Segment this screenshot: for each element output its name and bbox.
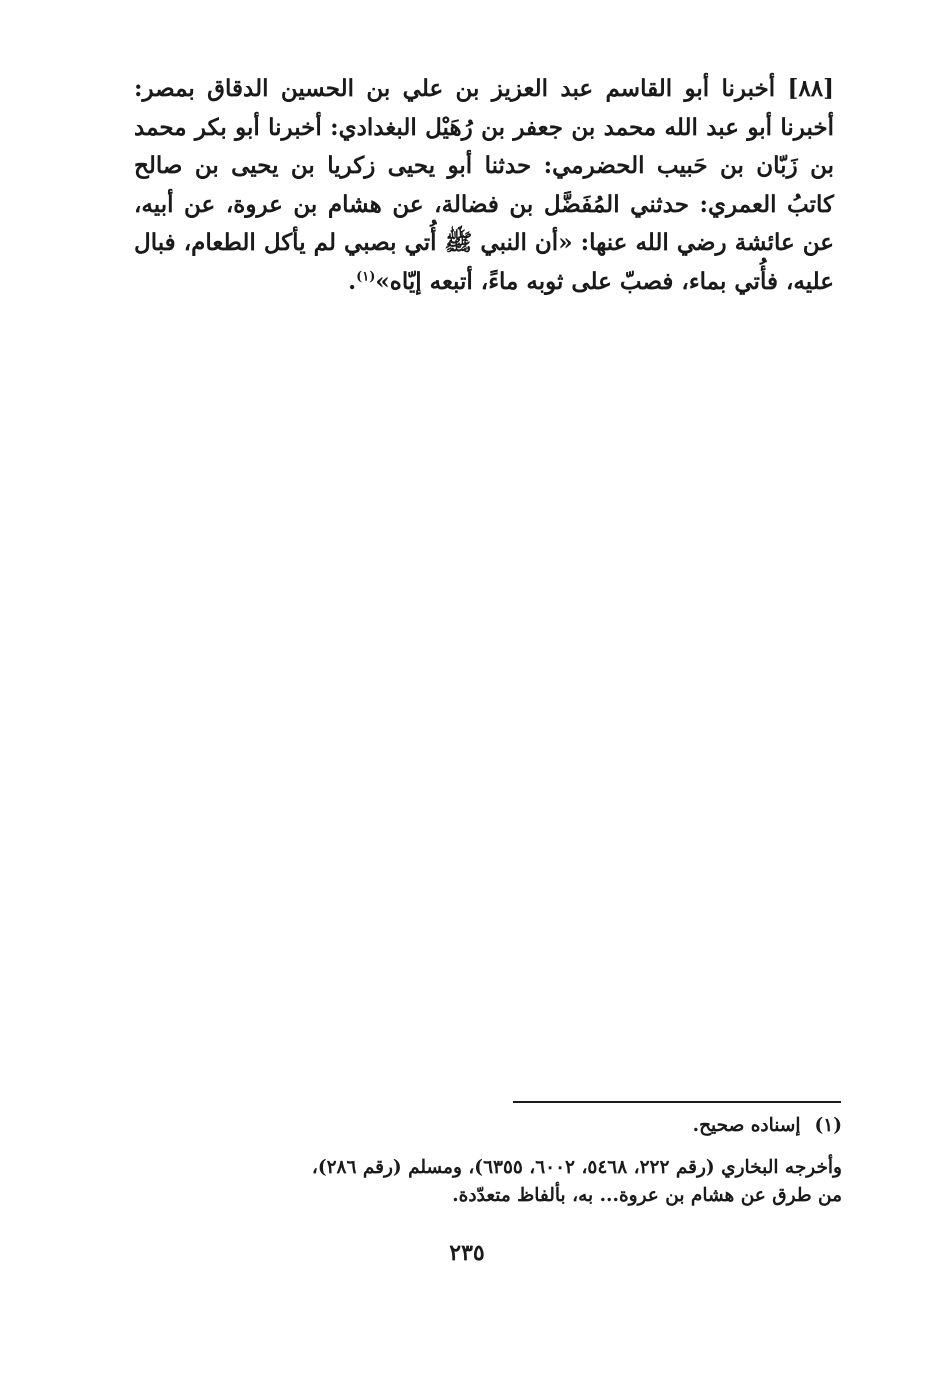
- footnote-line: وأخرجه البخاري (رقم ٢٢٢، ٥٤٦٨، ٦٠٠٢، ٦٣٥٥)، ومسلم (رقم ٢٨٦)،: [311, 1157, 842, 1178]
- footnotes: [150, 1112, 842, 1210]
- text-line: أخبرنا أبو عبد الله محمد بن جعفر بن رُهَيْل البغدادي: أخبرنا أبو بكر: [194, 113, 835, 141]
- footnote-text: إسناده صحيح.: [692, 1115, 801, 1136]
- footnote-marker: (١): [814, 1115, 842, 1136]
- end-mark: .: [348, 267, 357, 295]
- text-line: الطعام، فبال عليه، فأُتي بماء، فصبّ على ثوبه ماءً، أتبعه إيّاه»: [134, 229, 834, 295]
- hadith-text: [134, 70, 834, 301]
- text-line: أخبرنا أبو القاسم عبد العزيز بن علي بن الحسين الدقاق بمصر:: [134, 75, 776, 102]
- footnote-divider: [513, 1101, 841, 1103]
- hadith-number: [٨٨]: [787, 75, 834, 102]
- page-number: ٢٣٥: [449, 1240, 485, 1266]
- footnote-reference: (١): [356, 268, 376, 284]
- text-line: صالح كاتبُ العمري: حدثني المُفَضَّل بن فضالة، عن هشام بن عروة،: [134, 152, 834, 218]
- text-line: عن أبيه، عن عائشة رضي الله عنها: «أن النبي ﷺ أُتي بصبي لم يأكل: [134, 190, 834, 256]
- footnote-item: [150, 1112, 842, 1140]
- footnote-line: من طرق عن هشام بن عروة... به، بألفاظ متعدّدة.: [452, 1185, 842, 1206]
- text-line: محمد بن زَبّان بن حَبيب الحضرمي: حدثنا أبو يحيى زكريا بن يحيى بن: [134, 113, 834, 179]
